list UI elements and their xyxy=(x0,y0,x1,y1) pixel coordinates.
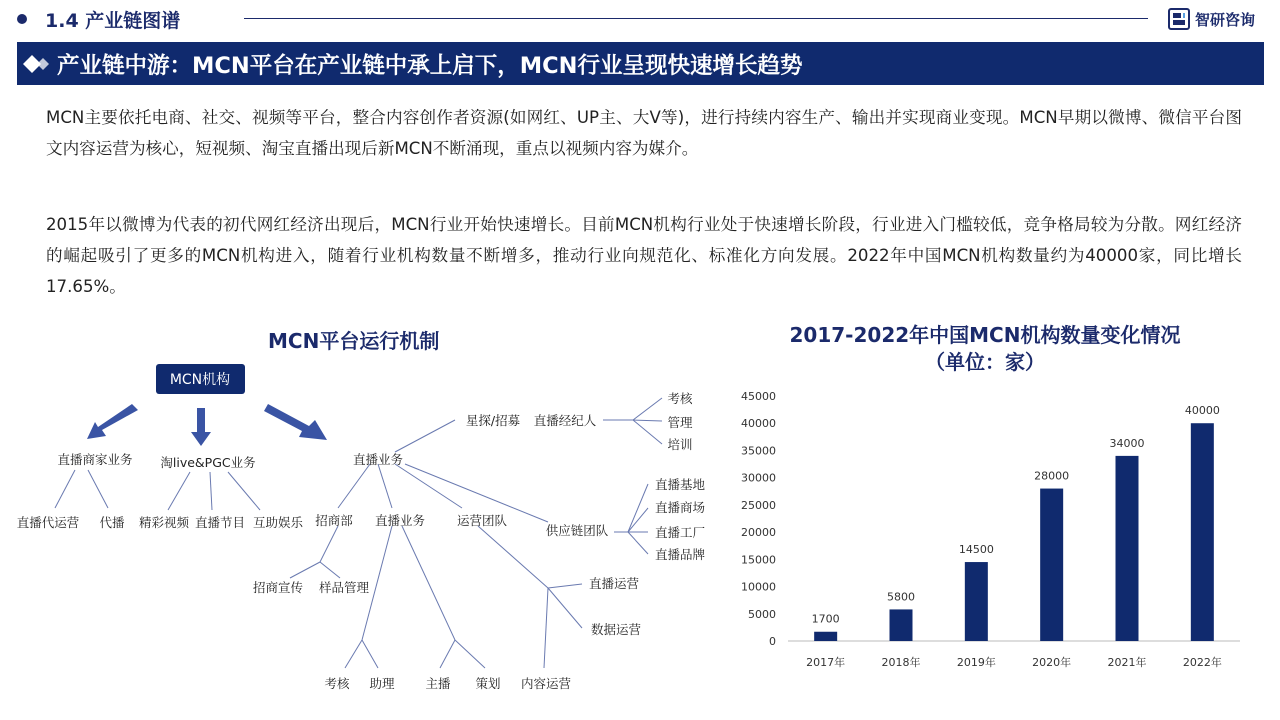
node-sample-mgmt: 样品管理 xyxy=(318,580,370,595)
node-content-ops: 内容运营 xyxy=(520,676,572,691)
y-tick-label: 15000 xyxy=(741,553,776,567)
banner-title: 产业链中游：MCN平台在产业链中承上启下，MCN行业呈现快速增长趋势 xyxy=(57,53,803,79)
node-live-factory: 直播工厂 xyxy=(654,525,706,540)
data-label: 34000 xyxy=(1109,436,1145,450)
node-live-mall: 直播商场 xyxy=(654,500,706,515)
bar-2019年 xyxy=(965,562,988,641)
section-title: 1.4 产业链图谱 xyxy=(45,10,181,32)
data-label: 40000 xyxy=(1184,404,1220,418)
header-divider xyxy=(244,18,1148,19)
node-stream-business: 直播业务 xyxy=(374,513,426,528)
bar-2022年 xyxy=(1191,423,1214,641)
y-tick-label: 5000 xyxy=(748,607,776,621)
node-assistant: 助理 xyxy=(369,676,395,691)
bar-2018年 xyxy=(890,609,913,641)
node-interactive-fun: 互助娱乐 xyxy=(252,515,304,530)
x-tick-label: 2018年 xyxy=(881,656,921,669)
x-tick-label: 2022年 xyxy=(1182,656,1222,669)
node-proxy-stream: 代播 xyxy=(99,515,125,530)
branch-merchant: 直播商家业务 xyxy=(57,452,133,467)
y-tick-label: 20000 xyxy=(741,526,776,540)
node-stream-assess: 考核 xyxy=(324,676,350,691)
y-tick-label: 10000 xyxy=(741,580,776,594)
top-header xyxy=(0,0,1280,36)
diagram-title: MCN平台运行机制 xyxy=(268,329,440,353)
node-scout: 星探/招募 xyxy=(465,413,521,428)
intro-paragraph: MCN主要依托电商、社交、视频等平台，整合内容创作者资源(如网红、UP主、大V等)，进行持续内容生产、输出并实现商业变现。MCN早期以微博、微信平台图文内容运营为核心，短视频、淘宝直播出现后新MCN不断涌现，重点以视频内容为媒介。 xyxy=(46,108,1242,158)
brand xyxy=(1168,7,1255,31)
y-tick-label: 45000 xyxy=(741,390,776,403)
node-invest-promo: 招商宣传 xyxy=(252,580,304,595)
arrow-right-icon xyxy=(264,404,327,440)
brand-logo-icon xyxy=(1168,8,1190,30)
arrow-down-icon xyxy=(191,408,211,446)
y-tick-label: 35000 xyxy=(741,444,776,458)
arrow-left-icon xyxy=(87,404,138,439)
node-live-agency: 直播代运营 xyxy=(16,515,80,530)
title-banner xyxy=(17,42,1264,85)
node-agent-assess: 考核 xyxy=(667,391,693,406)
root-node-label: MCN机构 xyxy=(169,372,231,388)
bullet-dot-icon xyxy=(17,14,27,24)
branch-live: 直播业务 xyxy=(352,452,404,467)
bar-2020年 xyxy=(1040,489,1063,641)
y-tick-label: 25000 xyxy=(741,498,776,512)
y-tick-label: 0 xyxy=(769,635,776,648)
node-agent: 直播经纪人 xyxy=(533,413,597,428)
data-label: 1700 xyxy=(811,612,840,626)
node-agent-train: 培训 xyxy=(667,437,693,452)
data-label: 5800 xyxy=(887,590,915,604)
x-tick-label: 2021年 xyxy=(1107,656,1147,669)
node-live-ops: 直播运营 xyxy=(588,576,640,591)
node-supply-team: 供应链团队 xyxy=(545,523,609,538)
chart-title: 2017-2022年中国MCN机构数量变化情况（单位：家） xyxy=(789,323,1181,374)
mcn-mechanism-diagram xyxy=(0,350,740,720)
node-live-brand: 直播品牌 xyxy=(654,547,706,562)
node-agent-manage: 管理 xyxy=(667,415,693,430)
x-tick-label: 2017年 xyxy=(806,656,846,669)
node-live-base: 直播基地 xyxy=(654,477,706,492)
y-tick-label: 30000 xyxy=(741,471,776,485)
bar-2021年 xyxy=(1116,456,1139,641)
data-label: 14500 xyxy=(958,543,994,557)
node-ops-team: 运营团队 xyxy=(456,513,508,528)
node-recruit-dept: 招商部 xyxy=(315,513,353,528)
diamond-bullets-icon xyxy=(23,55,53,73)
node-highlight-video: 精彩视频 xyxy=(138,515,190,530)
node-streamer: 主播 xyxy=(425,676,451,691)
growth-paragraph: 2015年以微博为代表的初代网红经济出现后，MCN行业开始快速增长。目前MCN机构行业处于快速增长阶段，行业进入门槛较低，竞争格局较为分散。网红经济的崛起吸引了更多的MCN机构进入，随着行业机构数量不断增多，推动行业向规范化、标准化方向发展。2022年中国MCN机构数量约为40000家，同比增长17.65%。 xyxy=(46,215,1242,296)
x-tick-label: 2019年 xyxy=(956,656,996,669)
x-tick-label: 2020年 xyxy=(1032,656,1072,669)
y-tick-label: 40000 xyxy=(741,417,776,431)
node-live-show: 直播节目 xyxy=(194,515,246,530)
data-label: 28000 xyxy=(1034,469,1070,483)
node-data-ops: 数据运营 xyxy=(590,622,642,637)
branch-taolive: 淘live&PGC业务 xyxy=(160,455,256,470)
node-planner: 策划 xyxy=(475,676,501,691)
brand-name: 智研咨询 xyxy=(1195,10,1256,29)
bar-2017年 xyxy=(814,632,837,641)
mcn-count-bar-chart xyxy=(740,380,1280,720)
